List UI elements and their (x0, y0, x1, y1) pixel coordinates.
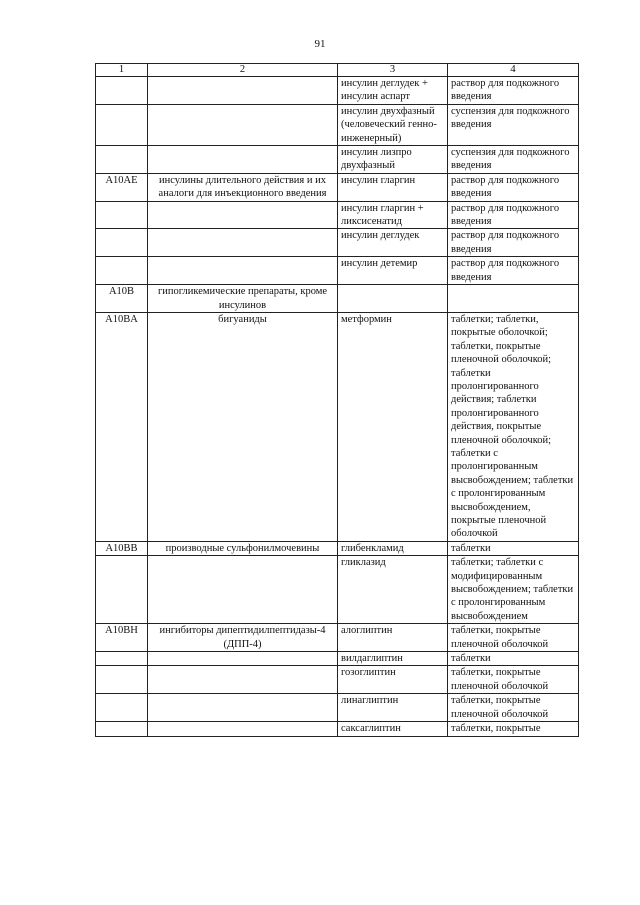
atc-code (96, 229, 148, 257)
atc-code (96, 694, 148, 722)
header-col-1: 1 (96, 64, 148, 77)
atc-code (96, 666, 148, 694)
group-name (148, 229, 338, 257)
group-name (148, 666, 338, 694)
drug-name: инсулин лизпро двухфазный (338, 146, 448, 174)
group-name (148, 201, 338, 229)
group-name (148, 146, 338, 174)
drug-name: инсулин деглудек + инсулин аспарт (338, 77, 448, 105)
table-row (96, 556, 579, 624)
table-row (96, 201, 579, 229)
drug-name: глибенкламид (338, 541, 448, 555)
group-name: ингибиторы дипептидилпептидазы-4 (ДПП-4) (148, 624, 338, 652)
header-col-2: 2 (148, 64, 338, 77)
dosage-form: раствор для подкожного введения (448, 229, 579, 257)
dosage-form: таблетки, покрытые пленочной оболочкой (448, 666, 579, 694)
table-row (96, 173, 579, 201)
dosage-form: таблетки (448, 652, 579, 666)
atc-code: A10BH (96, 624, 148, 652)
drug-name: инсулин двухфазный (человеческий генно-инженерный) (338, 104, 448, 145)
table-row (96, 229, 579, 257)
drug-name: гликлазид (338, 556, 448, 624)
atc-code: A10BA (96, 312, 148, 541)
dosage-form: таблетки; таблетки с модифицированным высвобождением; таблетки с пролонгированным высвобождением (448, 556, 579, 624)
atc-code (96, 77, 148, 105)
group-name (148, 694, 338, 722)
atc-code (96, 556, 148, 624)
page-number: 91 (314, 38, 326, 50)
table-row (96, 104, 579, 145)
group-name (148, 104, 338, 145)
group-name (148, 722, 338, 736)
group-name: производные сульфонилмочевины (148, 541, 338, 555)
group-name: гипогликемические препараты, кроме инсулинов (148, 285, 338, 313)
dosage-form: раствор для подкожного введения (448, 173, 579, 201)
header-col-3: 3 (338, 64, 448, 77)
table-row (96, 146, 579, 174)
table-row (96, 312, 579, 541)
dosage-form: раствор для подкожного введения (448, 201, 579, 229)
dosage-form: таблетки; таблетки, покрытые оболочкой; таблетки, покрытые пленочной оболочкой; таблетки пролонгированного действия; таблетки пролонгированного действия, покрытые пленочной оболочкой; таблетки с пролонгированным высвобождением; таблетки с пролонгированным высвобождением, покрытые пленочной оболочкой (448, 312, 579, 541)
dosage-form (448, 285, 579, 313)
drug-name: инсулин деглудек (338, 229, 448, 257)
dosage-form: раствор для подкожного введения (448, 257, 579, 285)
atc-code (96, 146, 148, 174)
header-col-4: 4 (448, 64, 579, 77)
atc-code (96, 652, 148, 666)
dosage-form: таблетки, покрытые пленочной оболочкой (448, 624, 579, 652)
drug-name: метформин (338, 312, 448, 541)
table-row (96, 666, 579, 694)
atc-code: A10B (96, 285, 148, 313)
table-row (96, 722, 579, 736)
drug-name: инсулин гларгин + ликсисенатид (338, 201, 448, 229)
drug-name: саксаглиптин (338, 722, 448, 736)
dosage-form: суспензия для подкожного введения (448, 146, 579, 174)
group-name: инсулины длительного действия и их аналоги для инъекционного введения (148, 173, 338, 201)
header-row (96, 64, 579, 77)
table-row (96, 694, 579, 722)
group-name (148, 652, 338, 666)
table-row (96, 624, 579, 652)
drug-name: линаглиптин (338, 694, 448, 722)
drug-name: инсулин детемир (338, 257, 448, 285)
table-row (96, 77, 579, 105)
atc-code (96, 257, 148, 285)
group-name (148, 556, 338, 624)
dosage-form: раствор для подкожного введения (448, 77, 579, 105)
atc-code: A10AE (96, 173, 148, 201)
atc-code (96, 722, 148, 736)
dosage-form: таблетки, покрытые пленочной оболочкой (448, 694, 579, 722)
drug-name: инсулин гларгин (338, 173, 448, 201)
atc-code (96, 201, 148, 229)
drug-name: алоглиптин (338, 624, 448, 652)
table-row (96, 285, 579, 313)
table-row (96, 652, 579, 666)
group-name: бигуаниды (148, 312, 338, 541)
drug-name: вилдаглиптин (338, 652, 448, 666)
dosage-form: таблетки (448, 541, 579, 555)
group-name (148, 77, 338, 105)
dosage-form: суспензия для подкожного введения (448, 104, 579, 145)
dosage-form: таблетки, покрытые (448, 722, 579, 736)
atc-code (96, 104, 148, 145)
atc-code: A10BB (96, 541, 148, 555)
drug-name (338, 285, 448, 313)
group-name (148, 257, 338, 285)
table-row (96, 541, 579, 555)
drug-table (95, 63, 579, 737)
table-row (96, 257, 579, 285)
drug-name: гозоглиптин (338, 666, 448, 694)
